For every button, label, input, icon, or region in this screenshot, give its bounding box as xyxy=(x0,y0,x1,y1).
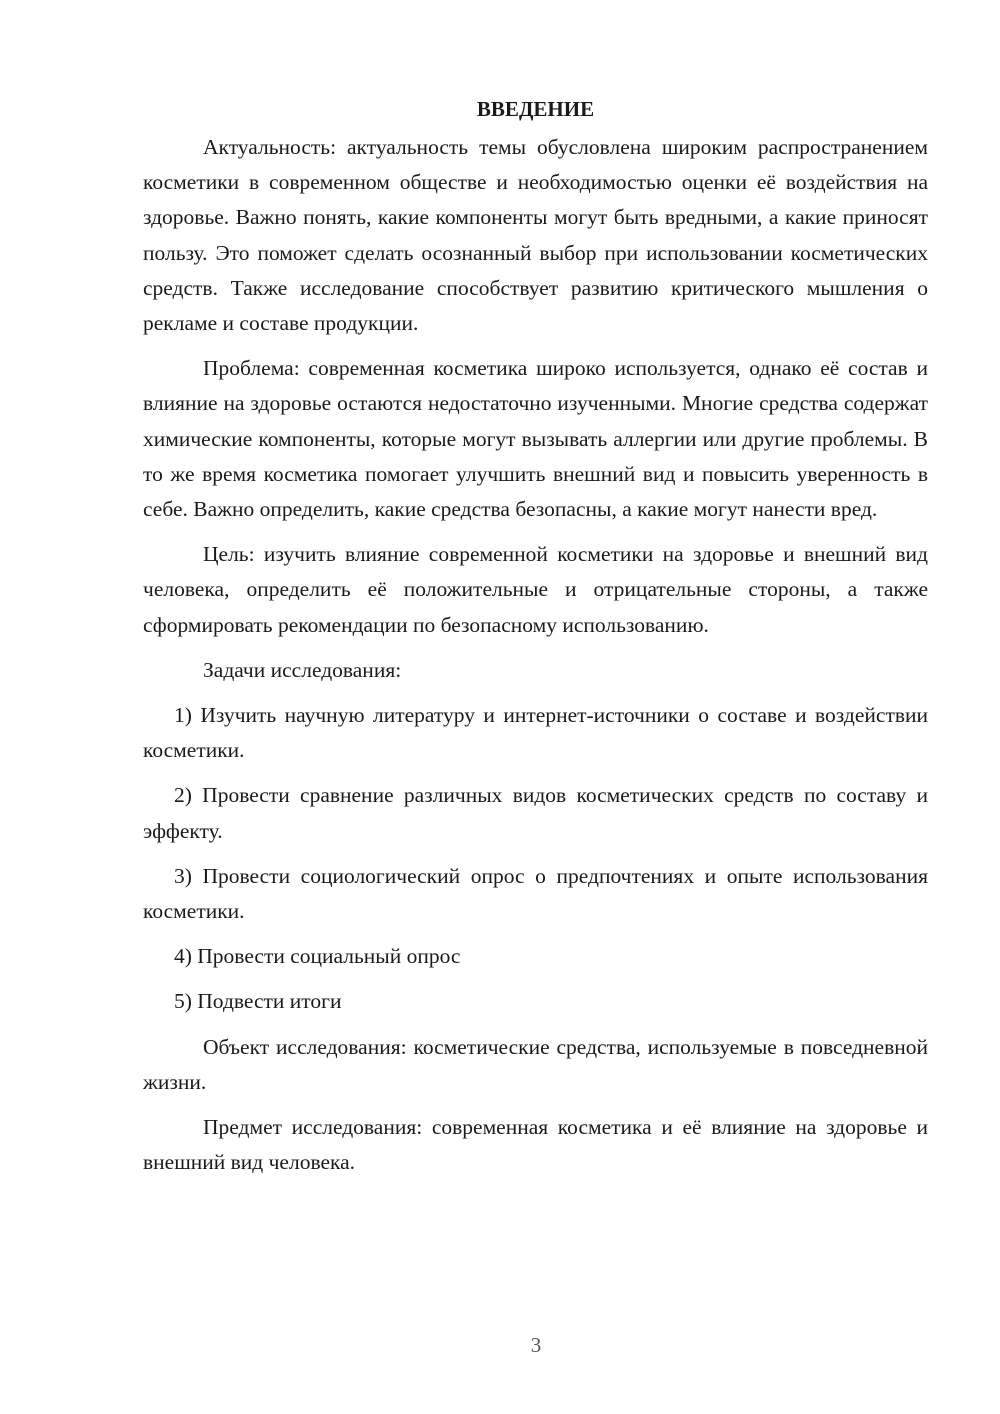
page-title: ВВЕДЕНИЕ xyxy=(476,97,595,121)
task-item-5: 5) Подвести итоги xyxy=(174,989,342,1014)
object-paragraph: Объект исследования: косметические средства, используемые в повседневной жизни. xyxy=(143,1034,928,1094)
problem-paragraph: Проблема: современная косметика широко используется, однако её состав и влияние на здоровье остаются недостаточно изученными. Многие средства содержат химические компоненты, которые могут вызывать аллергии или другие проблемы. В то же время косметика помогает улучшить внешний вид и повысить уверенность в себе. Важно определить, какие средства безопасны, а какие могут нанести вред. xyxy=(143,356,928,522)
relevance-paragraph: Актуальность: актуальность темы обусловлена широким распространением косметики в современном обществе и необходимостью оценки её воздействия на здоровье. Важно понять, какие компоненты могут быть вредными, а какие приносят пользу. Это поможет сделать осознанный выбор при использовании косметических средств. Также исследование способствует развитию критического мышления о рекламе и составе продукции. xyxy=(143,135,928,336)
task-item-4: 4) Провести социальный опрос xyxy=(174,944,461,969)
task-item-3: 3) Провести социологический опрос о предпочтениях и опыте использования косметики. xyxy=(143,863,928,924)
task-item-1: 1) Изучить научную литературу и интернет-источники о составе и воздействии косметики. xyxy=(143,703,928,763)
document-page xyxy=(143,92,928,1190)
goal-paragraph: Цель: изучить влияние современной косметики на здоровье и внешний вид человека, определить её положительные и отрицательные стороны, а также сформировать рекомендации по безопасному использованию. xyxy=(143,542,928,637)
task-item-2: 2) Провести сравнение различных видов косметических средств по составу и эффекту. xyxy=(143,783,928,843)
subject-paragraph: Предмет исследования: современная косметика и её влияние на здоровье и внешний вид человека. xyxy=(143,1115,928,1175)
tasks-heading: Задачи исследования: xyxy=(203,657,402,682)
page-number: 3 xyxy=(530,1333,542,1357)
